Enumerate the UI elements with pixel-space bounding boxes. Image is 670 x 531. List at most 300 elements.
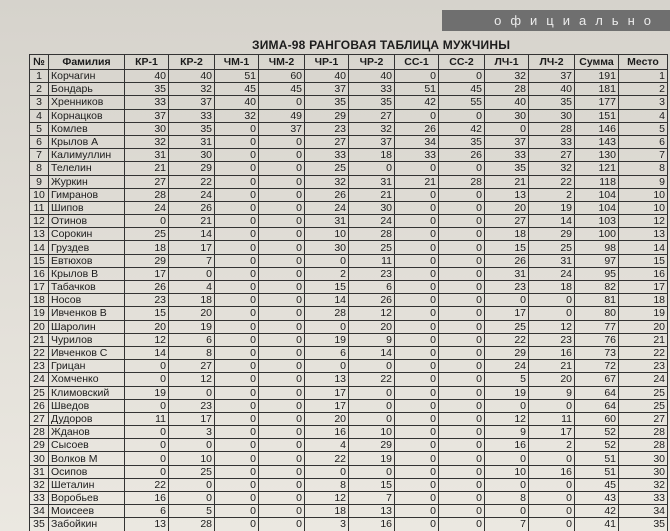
score-cell: 28 <box>439 175 485 188</box>
rank-number-cell: 35 <box>30 518 49 531</box>
table-row <box>30 162 668 175</box>
surname-cell: Шведов <box>49 399 125 412</box>
score-cell: 33 <box>169 109 215 122</box>
table-row <box>30 478 668 491</box>
score-cell: 0 <box>349 162 395 175</box>
score-cell: 10 <box>169 452 215 465</box>
rank-number-cell: 17 <box>30 281 49 294</box>
place-cell: 12 <box>619 215 668 228</box>
score-cell: 0 <box>259 162 305 175</box>
column-header: Фамилия <box>49 55 125 70</box>
score-cell: 0 <box>395 386 439 399</box>
place-cell: 6 <box>619 135 668 148</box>
score-cell: 0 <box>215 215 259 228</box>
score-cell: 25 <box>349 241 395 254</box>
score-cell: 0 <box>215 360 259 373</box>
score-cell: 0 <box>529 492 575 505</box>
rank-number-cell: 13 <box>30 228 49 241</box>
score-cell: 29 <box>125 254 169 267</box>
score-cell: 32 <box>485 70 529 83</box>
sum-cell: 97 <box>575 254 619 267</box>
place-cell: 20 <box>619 320 668 333</box>
score-cell: 0 <box>215 135 259 148</box>
sum-cell: 64 <box>575 399 619 412</box>
score-cell: 31 <box>305 215 349 228</box>
table-row <box>30 96 668 109</box>
score-cell: 0 <box>485 478 529 491</box>
score-cell: 45 <box>215 83 259 96</box>
table-row <box>30 307 668 320</box>
score-cell: 2 <box>305 267 349 280</box>
score-cell: 40 <box>169 70 215 83</box>
sum-cell: 104 <box>575 201 619 214</box>
score-cell: 0 <box>395 412 439 425</box>
score-cell: 5 <box>169 505 215 518</box>
score-cell: 0 <box>125 399 169 412</box>
score-cell: 0 <box>395 201 439 214</box>
score-cell: 0 <box>349 399 395 412</box>
table-row <box>30 439 668 452</box>
score-cell: 5 <box>485 373 529 386</box>
surname-cell: Крылов А <box>49 135 125 148</box>
rank-number-cell: 23 <box>30 360 49 373</box>
score-cell: 8 <box>485 492 529 505</box>
score-cell: 0 <box>395 452 439 465</box>
score-cell: 23 <box>305 122 349 135</box>
score-cell: 22 <box>529 175 575 188</box>
score-cell: 25 <box>169 465 215 478</box>
surname-cell: Крылов В <box>49 267 125 280</box>
score-cell: 33 <box>485 149 529 162</box>
table-row <box>30 465 668 478</box>
score-cell: 19 <box>305 333 349 346</box>
rank-number-cell: 1 <box>30 70 49 83</box>
score-cell: 0 <box>439 215 485 228</box>
score-cell: 0 <box>529 478 575 491</box>
score-cell: 6 <box>125 505 169 518</box>
table-row <box>30 386 668 399</box>
score-cell: 22 <box>125 478 169 491</box>
score-cell: 0 <box>395 518 439 531</box>
place-cell: 4 <box>619 109 668 122</box>
score-cell: 35 <box>485 162 529 175</box>
score-cell: 0 <box>395 505 439 518</box>
score-cell: 37 <box>169 96 215 109</box>
score-cell: 55 <box>439 96 485 109</box>
score-cell: 11 <box>529 412 575 425</box>
score-cell: 18 <box>305 505 349 518</box>
sum-cell: 52 <box>575 426 619 439</box>
column-header: ЛЧ-2 <box>529 55 575 70</box>
header-row <box>30 55 668 70</box>
table-row <box>30 135 668 148</box>
score-cell: 0 <box>125 452 169 465</box>
surname-cell: Сорокин <box>49 228 125 241</box>
sum-cell: 118 <box>575 175 619 188</box>
column-header: СС-2 <box>439 55 485 70</box>
score-cell: 24 <box>305 201 349 214</box>
sum-cell: 77 <box>575 320 619 333</box>
score-cell: 0 <box>439 360 485 373</box>
score-cell: 11 <box>349 254 395 267</box>
score-cell: 17 <box>305 386 349 399</box>
score-cell: 0 <box>259 465 305 478</box>
score-cell: 40 <box>349 70 395 83</box>
place-cell: 16 <box>619 267 668 280</box>
score-cell: 15 <box>305 281 349 294</box>
score-cell: 16 <box>349 518 395 531</box>
place-cell: 34 <box>619 505 668 518</box>
score-cell: 33 <box>529 135 575 148</box>
surname-cell: Отинов <box>49 215 125 228</box>
score-cell: 20 <box>529 373 575 386</box>
score-cell: 0 <box>259 346 305 359</box>
score-cell: 16 <box>125 492 169 505</box>
score-cell: 0 <box>439 478 485 491</box>
score-cell: 26 <box>125 281 169 294</box>
score-cell: 31 <box>349 175 395 188</box>
score-cell: 0 <box>215 294 259 307</box>
score-cell: 0 <box>215 241 259 254</box>
score-cell: 0 <box>305 465 349 478</box>
sum-cell: 51 <box>575 465 619 478</box>
score-cell: 0 <box>395 426 439 439</box>
table-row <box>30 267 668 280</box>
place-cell: 27 <box>619 412 668 425</box>
score-cell: 0 <box>259 333 305 346</box>
score-cell: 24 <box>485 360 529 373</box>
score-cell: 35 <box>529 96 575 109</box>
score-cell: 9 <box>349 333 395 346</box>
score-cell: 0 <box>215 122 259 135</box>
table-row <box>30 399 668 412</box>
score-cell: 40 <box>305 70 349 83</box>
score-cell: 0 <box>215 320 259 333</box>
score-cell: 0 <box>215 439 259 452</box>
score-cell: 31 <box>485 267 529 280</box>
score-cell: 15 <box>125 307 169 320</box>
sum-cell: 52 <box>575 439 619 452</box>
score-cell: 19 <box>169 320 215 333</box>
score-cell: 0 <box>395 241 439 254</box>
score-cell: 0 <box>439 399 485 412</box>
place-cell: 8 <box>619 162 668 175</box>
score-cell: 0 <box>259 307 305 320</box>
score-cell: 0 <box>169 492 215 505</box>
score-cell: 17 <box>305 399 349 412</box>
score-cell: 0 <box>215 373 259 386</box>
score-cell: 35 <box>169 122 215 135</box>
score-cell: 0 <box>395 373 439 386</box>
score-cell: 12 <box>305 492 349 505</box>
score-cell: 28 <box>529 122 575 135</box>
score-cell: 18 <box>529 281 575 294</box>
score-cell: 0 <box>395 320 439 333</box>
table-row <box>30 518 668 531</box>
score-cell: 0 <box>439 162 485 175</box>
table-title: ЗИМА-98 РАНГОВАЯ ТАБЛИЦА МУЖЧИНЫ <box>252 38 511 52</box>
score-cell: 32 <box>215 109 259 122</box>
surname-cell: Носов <box>49 294 125 307</box>
rank-number-cell: 27 <box>30 412 49 425</box>
surname-cell: Сысоев <box>49 439 125 452</box>
score-cell: 7 <box>485 518 529 531</box>
score-cell: 20 <box>349 320 395 333</box>
score-cell: 0 <box>259 478 305 491</box>
table-row <box>30 346 668 359</box>
score-cell: 14 <box>529 215 575 228</box>
score-cell: 33 <box>395 149 439 162</box>
score-cell: 40 <box>125 70 169 83</box>
score-cell: 18 <box>485 228 529 241</box>
sum-cell: 100 <box>575 228 619 241</box>
place-cell: 33 <box>619 492 668 505</box>
score-cell: 0 <box>215 175 259 188</box>
surname-cell: Ивченков В <box>49 307 125 320</box>
score-cell: 0 <box>529 452 575 465</box>
sum-cell: 191 <box>575 70 619 83</box>
table-row <box>30 452 668 465</box>
surname-cell: Забойкин <box>49 518 125 531</box>
score-cell: 0 <box>485 505 529 518</box>
score-cell: 0 <box>215 188 259 201</box>
score-cell: 49 <box>259 109 305 122</box>
score-cell: 0 <box>215 346 259 359</box>
score-cell: 0 <box>395 267 439 280</box>
score-cell: 17 <box>169 241 215 254</box>
surname-cell: Шаролин <box>49 320 125 333</box>
rank-number-cell: 29 <box>30 439 49 452</box>
surname-cell: Моисеев <box>49 505 125 518</box>
score-cell: 17 <box>485 307 529 320</box>
place-cell: 10 <box>619 188 668 201</box>
score-cell: 12 <box>529 320 575 333</box>
score-cell: 26 <box>305 188 349 201</box>
score-cell: 21 <box>169 215 215 228</box>
score-cell: 31 <box>529 254 575 267</box>
table-row <box>30 188 668 201</box>
score-cell: 0 <box>529 307 575 320</box>
score-cell: 33 <box>305 149 349 162</box>
score-cell: 0 <box>259 373 305 386</box>
sum-cell: 103 <box>575 215 619 228</box>
score-cell: 21 <box>485 175 529 188</box>
score-cell: 26 <box>169 201 215 214</box>
score-cell: 0 <box>439 505 485 518</box>
surname-cell: Осипов <box>49 465 125 478</box>
place-cell: 22 <box>619 346 668 359</box>
rank-number-cell: 26 <box>30 399 49 412</box>
score-cell: 23 <box>169 399 215 412</box>
score-cell: 26 <box>349 294 395 307</box>
sum-cell: 80 <box>575 307 619 320</box>
score-cell: 17 <box>125 267 169 280</box>
rank-number-cell: 30 <box>30 452 49 465</box>
score-cell: 29 <box>529 228 575 241</box>
score-cell: 0 <box>485 452 529 465</box>
rank-number-cell: 15 <box>30 254 49 267</box>
score-cell: 0 <box>439 492 485 505</box>
place-cell: 14 <box>619 241 668 254</box>
score-cell: 37 <box>259 122 305 135</box>
score-cell: 13 <box>485 188 529 201</box>
place-cell: 15 <box>619 254 668 267</box>
score-cell: 18 <box>349 149 395 162</box>
column-header: КР-1 <box>125 55 169 70</box>
score-cell: 31 <box>169 135 215 148</box>
score-cell: 0 <box>259 518 305 531</box>
sum-cell: 95 <box>575 267 619 280</box>
score-cell: 25 <box>529 241 575 254</box>
score-cell: 0 <box>349 360 395 373</box>
score-cell: 0 <box>215 333 259 346</box>
score-cell: 0 <box>485 294 529 307</box>
place-cell: 30 <box>619 452 668 465</box>
column-header: ЧМ-2 <box>259 55 305 70</box>
score-cell: 2 <box>529 439 575 452</box>
score-cell: 21 <box>395 175 439 188</box>
sum-cell: 151 <box>575 109 619 122</box>
score-cell: 32 <box>349 122 395 135</box>
surname-cell: Телелин <box>49 162 125 175</box>
table-body <box>30 70 668 531</box>
score-cell: 17 <box>169 412 215 425</box>
rank-number-cell: 34 <box>30 505 49 518</box>
score-cell: 37 <box>485 135 529 148</box>
score-cell: 0 <box>439 320 485 333</box>
score-cell: 0 <box>259 201 305 214</box>
place-cell: 1 <box>619 70 668 83</box>
rank-number-cell: 22 <box>30 346 49 359</box>
score-cell: 0 <box>125 426 169 439</box>
sum-cell: 72 <box>575 360 619 373</box>
place-cell: 25 <box>619 386 668 399</box>
score-cell: 0 <box>395 215 439 228</box>
rank-number-cell: 11 <box>30 201 49 214</box>
column-header: Сумма <box>575 55 619 70</box>
sum-cell: 177 <box>575 96 619 109</box>
score-cell: 22 <box>485 333 529 346</box>
score-cell: 0 <box>395 307 439 320</box>
score-cell: 0 <box>215 426 259 439</box>
score-cell: 32 <box>169 83 215 96</box>
place-cell: 5 <box>619 122 668 135</box>
table-row <box>30 492 668 505</box>
surname-cell: Ивченков С <box>49 346 125 359</box>
score-cell: 0 <box>125 439 169 452</box>
surname-cell: Груздев <box>49 241 125 254</box>
score-cell: 24 <box>125 201 169 214</box>
sum-cell: 181 <box>575 83 619 96</box>
table-row <box>30 360 668 373</box>
score-cell: 30 <box>485 109 529 122</box>
column-header: ЧР-2 <box>349 55 395 70</box>
score-cell: 28 <box>305 307 349 320</box>
score-cell: 0 <box>439 333 485 346</box>
place-cell: 9 <box>619 175 668 188</box>
sum-cell: 130 <box>575 149 619 162</box>
surname-cell: Дудоров <box>49 412 125 425</box>
score-cell: 8 <box>305 478 349 491</box>
score-cell: 0 <box>439 518 485 531</box>
score-cell: 12 <box>169 373 215 386</box>
score-cell: 0 <box>215 201 259 214</box>
score-cell: 6 <box>305 346 349 359</box>
score-cell: 35 <box>305 96 349 109</box>
score-cell: 0 <box>259 426 305 439</box>
ranking-table <box>29 54 668 531</box>
score-cell: 7 <box>349 492 395 505</box>
score-cell: 0 <box>169 267 215 280</box>
score-cell: 0 <box>259 135 305 148</box>
rank-number-cell: 3 <box>30 96 49 109</box>
score-cell: 0 <box>169 386 215 399</box>
rank-number-cell: 32 <box>30 478 49 491</box>
place-cell: 32 <box>619 478 668 491</box>
score-cell: 0 <box>215 492 259 505</box>
score-cell: 14 <box>305 294 349 307</box>
score-cell: 0 <box>125 373 169 386</box>
table-row <box>30 294 668 307</box>
score-cell: 51 <box>395 83 439 96</box>
column-header: КР-2 <box>169 55 215 70</box>
score-cell: 0 <box>439 307 485 320</box>
score-cell: 35 <box>349 96 395 109</box>
score-cell: 28 <box>349 228 395 241</box>
score-cell: 0 <box>439 201 485 214</box>
surname-cell: Хренников <box>49 96 125 109</box>
score-cell: 35 <box>125 83 169 96</box>
sum-cell: 64 <box>575 386 619 399</box>
score-cell: 45 <box>439 83 485 96</box>
score-cell: 45 <box>259 83 305 96</box>
rank-number-cell: 20 <box>30 320 49 333</box>
table-row <box>30 228 668 241</box>
score-cell: 0 <box>395 465 439 478</box>
score-cell: 27 <box>305 135 349 148</box>
score-cell: 14 <box>125 346 169 359</box>
score-cell: 10 <box>485 465 529 478</box>
score-cell: 0 <box>349 386 395 399</box>
score-cell: 30 <box>125 122 169 135</box>
table-row <box>30 122 668 135</box>
score-cell: 0 <box>169 478 215 491</box>
score-cell: 0 <box>259 281 305 294</box>
score-cell: 0 <box>395 346 439 359</box>
surname-cell: Корчагин <box>49 70 125 83</box>
score-cell: 37 <box>349 135 395 148</box>
score-cell: 0 <box>215 307 259 320</box>
rank-number-cell: 24 <box>30 373 49 386</box>
score-cell: 37 <box>305 83 349 96</box>
score-cell: 32 <box>125 135 169 148</box>
score-cell: 34 <box>395 135 439 148</box>
score-cell: 0 <box>259 492 305 505</box>
place-cell: 18 <box>619 294 668 307</box>
score-cell: 0 <box>215 452 259 465</box>
place-cell: 28 <box>619 426 668 439</box>
score-cell: 0 <box>395 399 439 412</box>
score-cell: 12 <box>125 333 169 346</box>
score-cell: 0 <box>439 426 485 439</box>
score-cell: 18 <box>125 241 169 254</box>
score-cell: 16 <box>529 465 575 478</box>
score-cell: 0 <box>259 96 305 109</box>
rank-number-cell: 10 <box>30 188 49 201</box>
score-cell: 0 <box>395 162 439 175</box>
score-cell: 22 <box>169 175 215 188</box>
score-cell: 0 <box>305 254 349 267</box>
